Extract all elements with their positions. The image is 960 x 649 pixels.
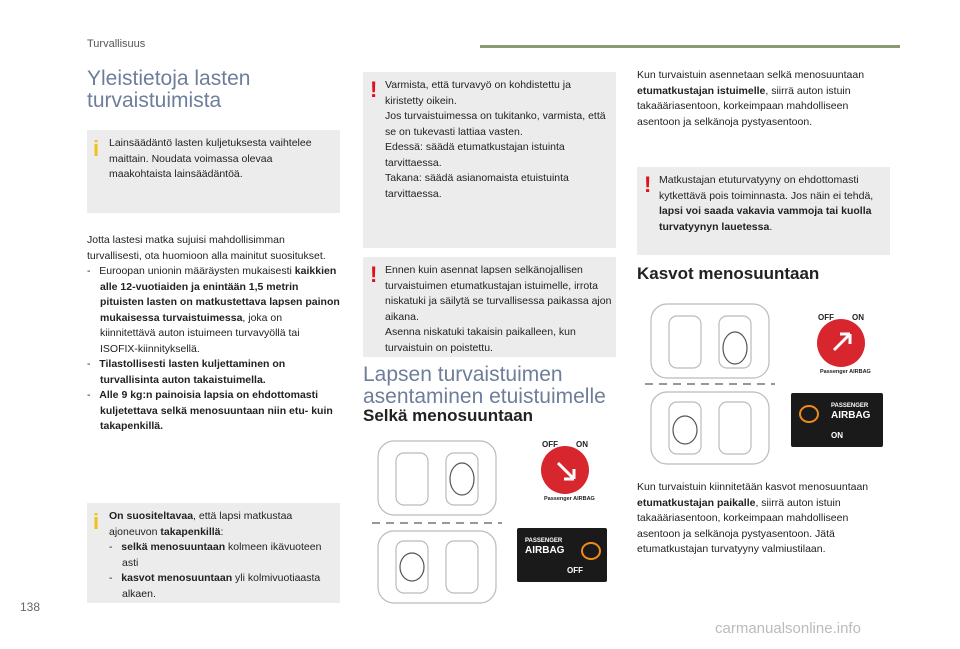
info-icon: i [93, 509, 100, 534]
section-header: Turvallisuus [87, 38, 146, 50]
recommendation-text: On suositeltavaa, että lapsi matkustaa ajoneuvon takapenkillä: - selkä menosuuntaan kolmeen ikävuoteen asti - kasvot menosuuntaan yli kolmivuotiaasta alkaen. [109, 509, 334, 602]
title-line: asentaminen etuistuimelle [363, 385, 606, 408]
switch-caption: Passenger AIRBAG [544, 496, 595, 502]
subtitle-rear-facing: Selkä menosuuntaan [363, 406, 534, 425]
airbag-icon [799, 405, 819, 423]
warning-text: Matkustajan etuturvatyyny on ehdottomasti kytkettävä pois toiminnasta. Jos näin ei tehdä, lapsi voi saada vakavia vammoja tai kuolla turvatyynyn lauetessa. [659, 174, 874, 233]
switch-on-label: ON [576, 440, 588, 449]
airbag-icon [581, 542, 601, 560]
airbag-switch-on [808, 310, 874, 376]
indicator-line1: PASSENGER [525, 538, 563, 544]
warning-icon: ! [370, 262, 378, 287]
indicator-airbag-off [517, 528, 607, 582]
subtitle-forward-facing: Kasvot menosuuntaan [637, 264, 820, 283]
intro-paragraph [87, 233, 340, 435]
airbag-switch-off [532, 437, 598, 503]
bullet-under-9kg: - Alle 9 kg:n painoisia lapsia on ehdottomasti kuljetettava selkä menosuuntaan niin etu- kuin takapenkillä. [87, 389, 333, 432]
warning-box-headrest [363, 257, 616, 357]
warning-text: Ennen kuin asennat lapsen selkänojallisen turvaistuimen etumatkustajan istuimelle, irrota niskatuki ja säilytä se turvallisessa paikassa ajon aikana. Asenna niskatuki takaisin paikalleen, kun turvaistuin on poistettu. [385, 264, 612, 354]
indicator-state: OFF [567, 566, 583, 575]
paragraph-rear-facing-install: Kun turvaistuin asennetaan selkä menosuuntaan etumatkustajan istuimelle, siirrä auton istuin takaääriasentoon, korkeimpaan mahdolliseen asentoon ja selkänoja pystyasentoon. [637, 69, 865, 128]
warning-box-airbag [637, 167, 890, 255]
warning-text: Varmista, että turvavyö on kohdistettu ja kiristetty oikein. Jos turvaistuimessa on tukitanko, varmista, että se on tukevasti lattiaa vasten. Edessä: säädä etumatkustajan istuinta tarvittaessa. Takana: säädä asianomaista etuistuinta tarvittaessa. [385, 79, 606, 200]
car-diagram-forward-facing [645, 300, 775, 470]
page-number: 138 [20, 600, 41, 614]
indicator-line2: AIRBAG [525, 545, 565, 556]
switch-on-label: ON [852, 313, 864, 322]
indicator-state: ON [831, 431, 843, 440]
paragraph-forward-facing-install: Kun turvaistuin kiinnitetään kasvot menosuuntaan etumatkustajan paikalle, siirrä auton istuin takaääriasentoon, korkeimpaan mahdolliseen asentoon ja selkänoja pystyasentoon. Jätä etumatkustajan turvatyyny valmiustilaan. [637, 481, 869, 555]
switch-caption: Passenger AIRBAG [820, 369, 871, 375]
indicator-line2: AIRBAG [831, 410, 871, 421]
indicator-airbag-on [791, 393, 883, 447]
section-title-general [87, 68, 347, 112]
car-diagram-rear-facing [372, 437, 502, 607]
info-text: Lainsäädäntö lasten kuljetuksesta vaihtelee maittain. Noudata voimassa olevaa maakohtaista lainsäädäntöä. [109, 137, 312, 180]
indicator-line1: PASSENGER [831, 403, 869, 409]
info-box-legislation [87, 130, 340, 213]
bullet-rear-seat: - Tilastollisesti lasten kuljettaminen on turvallisinta auton takaistuimella. [87, 358, 286, 386]
warning-icon: ! [370, 77, 378, 102]
watermark: carmanualsonline.info [715, 620, 861, 637]
switch-off-label: OFF [542, 440, 558, 449]
warning-box-seatbelt [363, 72, 616, 248]
switch-off-label: OFF [818, 313, 834, 322]
warning-icon: ! [644, 172, 652, 197]
info-icon: i [93, 136, 100, 161]
section-title-front-seat [363, 364, 633, 408]
header-rule [480, 45, 900, 48]
title-line: turvaistuimista [87, 89, 222, 112]
bullet-forward-facing: - kasvot menosuuntaan yli kolmivuotiaasta alkaen. [109, 572, 321, 600]
bullet-rear-facing: - selkä menosuuntaan kolmeen ikävuoteen asti [109, 541, 322, 569]
bullet-eu-rule: - Euroopan unionin määräysten mukaisesti kaikkien alle 12-vuotiaiden ja enintään 1,5 metrin pituisten lasten on matkustettava lapsen painon mukaisessa turvaistuimessa, joka on kiinnitettävä auton istuimeen turvavyöllä tai ISOFIX-kiinnityksellä. [87, 265, 340, 355]
title-line: Lapsen turvaistuimen [363, 363, 563, 386]
title-line: Yleistietoja lasten [87, 67, 251, 90]
intro-text: Jotta lastesi matka sujuisi mahdollisimman turvallisesti, ota huomioon alla mainitut suositukset. [87, 234, 326, 262]
info-box-recommendation [87, 503, 340, 603]
